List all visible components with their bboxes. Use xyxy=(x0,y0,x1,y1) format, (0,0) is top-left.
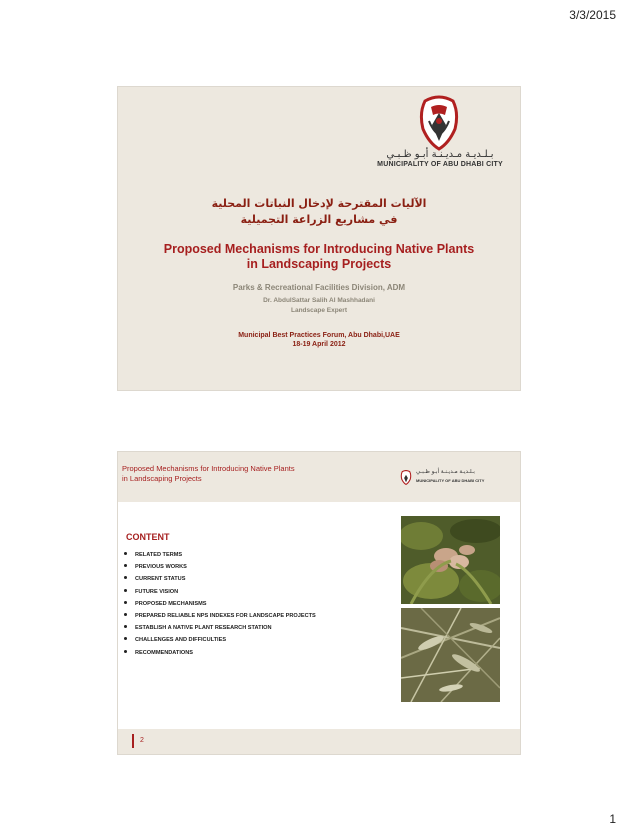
bullet-icon xyxy=(124,564,127,567)
logo-arabic-name: بـلـديـة مـديـنـة أبـو ظـبـي xyxy=(416,469,475,475)
list-item: PREVIOUS WORKS xyxy=(124,561,316,573)
list-item: ESTABLISH A NATIVE PLANT RESEARCH STATION xyxy=(124,622,316,634)
author-role: Landscape Expert xyxy=(291,307,347,314)
bullet-icon xyxy=(124,650,127,653)
list-item: PROPOSED MECHANISMS xyxy=(124,598,316,610)
content-slide xyxy=(118,452,520,754)
bullet-icon xyxy=(124,601,127,604)
arabic-title-line1: الآليات المقترحة لإدخال النباتات المحلية xyxy=(211,197,427,210)
bullet-icon xyxy=(124,625,127,628)
page-date: 3/3/2015 xyxy=(569,8,616,22)
slide-header-title-line2: in Landscaping Projects xyxy=(122,474,202,483)
slide-header-title-line1: Proposed Mechanisms for Introducing Native Plants xyxy=(122,464,295,473)
page-number: 1 xyxy=(609,812,616,826)
plant-photo-flowers xyxy=(401,516,500,604)
org-english-name: MUNICIPALITY OF ABU DHABI CITY xyxy=(377,161,503,168)
slide-title-line1: Proposed Mechanisms for Introducing Native Plants xyxy=(163,242,475,256)
slide-title xyxy=(118,242,520,272)
list-item: FUTURE VISION xyxy=(124,586,316,598)
list-item: CURRENT STATUS xyxy=(124,573,316,585)
list-item: RECOMMENDATIONS xyxy=(124,647,316,659)
bullet-icon xyxy=(124,552,127,555)
arabic-title-line2: في مشاريع الزراعة التجميلية xyxy=(240,213,398,226)
content-heading: CONTENT xyxy=(126,532,170,542)
title-slide xyxy=(118,87,520,390)
division-name: Parks & Recreational Facilities Division, ADM xyxy=(232,283,406,292)
bullet-icon xyxy=(124,637,127,640)
list-item: PREPARED RELIABLE NPS INDEXES FOR LANDSCAPE PROJECTS xyxy=(124,610,316,622)
slide-title-line2: in Landscaping Projects xyxy=(246,257,392,271)
list-item: RELATED TERMS xyxy=(124,549,316,561)
footer-accent-bar xyxy=(132,734,134,748)
slide-header-title xyxy=(122,464,332,484)
abu-dhabi-emblem-icon xyxy=(417,95,461,151)
content-list xyxy=(124,549,316,659)
bullet-icon xyxy=(124,576,127,579)
bullet-icon xyxy=(124,589,127,592)
abu-dhabi-emblem-small-icon xyxy=(400,470,412,485)
event-date: 18-19 April 2012 xyxy=(292,341,346,348)
event-name: Municipal Best Practices Forum, Abu Dhabi,UAE xyxy=(238,332,400,339)
plant-photo-foliage xyxy=(401,608,500,702)
org-arabic-name: بـلـديـة مـديـنـة أبـو ظـبـي xyxy=(386,149,494,160)
author-name: Dr. AbdulSattar Salih Al Mashhadani xyxy=(263,297,375,304)
slide-header xyxy=(118,452,520,502)
list-item: CHALLENGES AND DIFFICULTIES xyxy=(124,634,316,646)
slide-footer xyxy=(118,729,520,754)
bullet-icon xyxy=(124,613,127,616)
slide-number: 2 xyxy=(140,737,144,744)
logo-english-name: MUNICIPALITY OF ABU DHABI CITY xyxy=(416,478,485,483)
